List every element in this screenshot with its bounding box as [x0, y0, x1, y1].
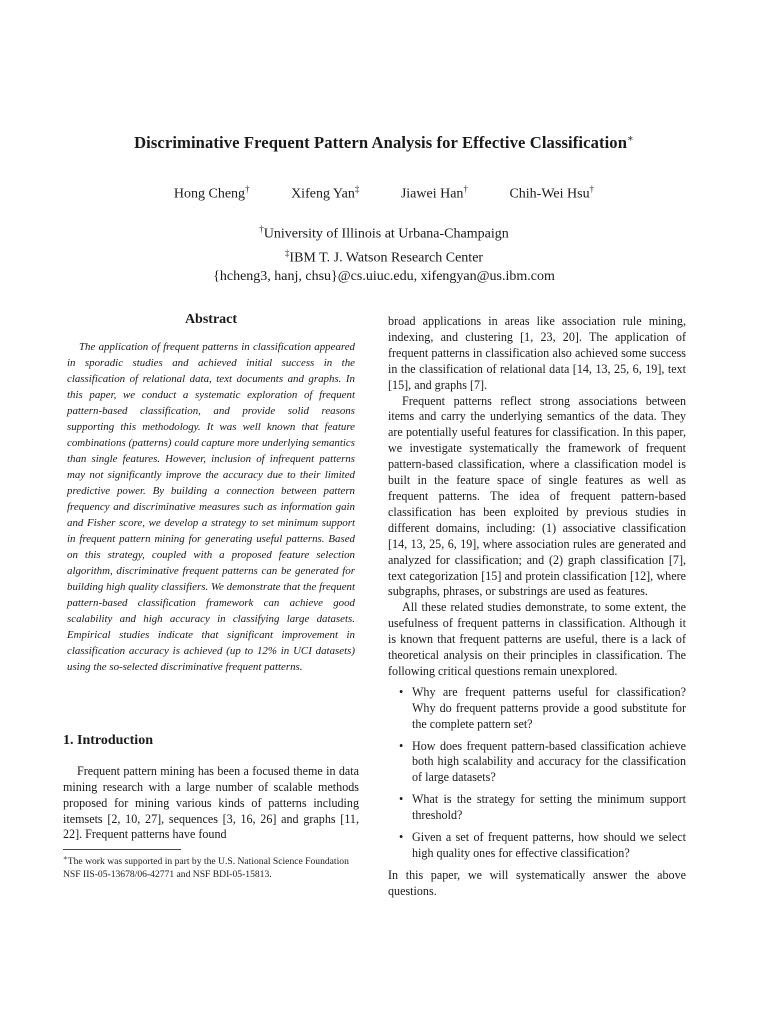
bullet-icon: • [399, 738, 404, 753]
body-paragraph: All these related studies demonstrate, to some extent, the usefulness of frequent patterns in classification. Although it is known that frequent patterns are useful, there is a lack of theoretical analysis on their principles in classification. The following critical questions remain unexplored. [388, 600, 686, 678]
paper-title [0, 133, 768, 153]
footnote-text: The work was supported in part by the U.S. National Science Foundation NSF IIS-05-13678/06-42771 and NSF BDI-05-15813. [63, 856, 349, 880]
bullet-icon: • [399, 792, 404, 807]
left-column [63, 312, 359, 881]
author-name: Jiawei Han [400, 186, 464, 202]
author-mark: † [245, 184, 250, 194]
author-list [0, 184, 768, 203]
bullet-icon: • [399, 684, 404, 699]
footnote-divider [63, 849, 181, 850]
author [291, 184, 359, 203]
affiliation-line [0, 220, 768, 244]
list-item-text: How does frequent pattern-based classification achieve both high scalability and accuracy for the classification of large datasets? [412, 738, 686, 785]
title-text: Discriminative Frequent Pattern Analysis for Effective Classification [134, 133, 628, 152]
body-paragraph: Frequent patterns reflect strong associations between items and carry the underlying semantics of the data. They are potentially useful features for classification. In this paper, we investigate systematically the framework of frequent pattern-based classification, where a classification model is built in the feature space of single features as well as frequent patterns. The idea of frequent pattern-based classification has been exploited by previous studies in different domains, including: (1) associative classification [14, 13, 25, 6, 19], where association rules are generated and analyzed for classification; and (2) graph classification [7], text categorization [15] and protein classification [12], where subgraphs, phrases, or substrings are used as features. [388, 393, 686, 599]
affiliation-text: IBM T. J. Watson Research Center [289, 250, 484, 266]
author-mark: † [463, 184, 468, 194]
bullet-icon: • [399, 830, 404, 845]
author-name: Chih-Wei Hsu [509, 186, 590, 202]
affiliation-mark: † [259, 224, 264, 234]
author [401, 184, 468, 203]
author-name: Xifeng Yan [291, 186, 355, 202]
closing-paragraph: In this paper, we will systematically answer the above questions. [388, 867, 686, 898]
list-item [388, 739, 686, 787]
footnote-mark: ∗ [63, 854, 68, 863]
title-footnote-mark: ∗ [627, 133, 634, 145]
body-paragraph: broad applications in areas like association rule mining, indexing, and clustering [1, 23, 20]. The application of frequent patterns in classification also achieved some success in the classification of relational data [14, 13, 25, 6, 19], text [15], and graphs [7]. [388, 314, 686, 392]
right-column [388, 314, 686, 900]
author [509, 184, 594, 203]
list-item [388, 792, 686, 824]
author-emails: {hcheng3, hanj, chsu}@cs.uiuc.edu, xifengyan@us.ibm.com [213, 269, 555, 285]
author [174, 184, 250, 203]
intro-paragraph: Frequent pattern mining has been a focused theme in data mining research with a large number of scalable methods proposed for mining various kinds of patterns including itemsets [2, 10, 27], sequences [3, 16, 26] and graphs [11, 22]. Frequent patterns have found [63, 763, 359, 842]
author-mark: ‡ [354, 184, 360, 194]
affiliation-line [0, 244, 768, 268]
abstract-text: The application of frequent patterns in classification appeared in sporadic studies and achieved initial success in the classification of relational data, text documents and graphs. In this paper, we conduct a systematic exploration of frequent pattern-based classification, and provide solid reasons supporting this methodology. It was well known that feature combinations (patterns) could capture more underlying semantics than single features. However, inclusion of infrequent patterns may not significantly improve the accuracy due to their limited predictive power. By building a connection between pattern frequency and discriminative measures such as information gain and Fisher score, we develop a strategy to set minimum support in frequent pattern mining for generating useful patterns. Based on this strategy, coupled with a proposed feature selection algorithm, discriminative frequent patterns can be generated for building high quality classifiers. We demonstrate that the frequent pattern-based classification framework can achieve good scalability and high accuracy in classifying large datasets. Empirical studies indicate that significant improvement in classification accuracy is achieved (up to 12% in UCI datasets) using the so-selected discriminative frequent patterns. [67, 340, 355, 673]
section-heading-introduction: 1. Introduction [63, 732, 153, 748]
list-item [388, 830, 686, 862]
author-mark: † [589, 184, 595, 194]
list-item [388, 685, 686, 733]
abstract-heading: Abstract [184, 312, 238, 327]
list-item-text: Why are frequent patterns useful for classification? Why do frequent patterns provide a good substitute for the complete pattern set? [412, 684, 686, 731]
affiliation-text: University of Illinois at Urbana-Champaign [263, 226, 509, 242]
affiliations [0, 220, 768, 286]
list-item-text: Given a set of frequent patterns, how should we select high quality ones for effective classification? [412, 830, 686, 860]
question-list [388, 685, 686, 862]
affiliation-mark: ‡ [284, 247, 290, 258]
list-item-text: What is the strategy for setting the minimum support threshold? [412, 792, 686, 823]
footnote [63, 852, 359, 880]
author-name: Hong Cheng [173, 186, 246, 202]
